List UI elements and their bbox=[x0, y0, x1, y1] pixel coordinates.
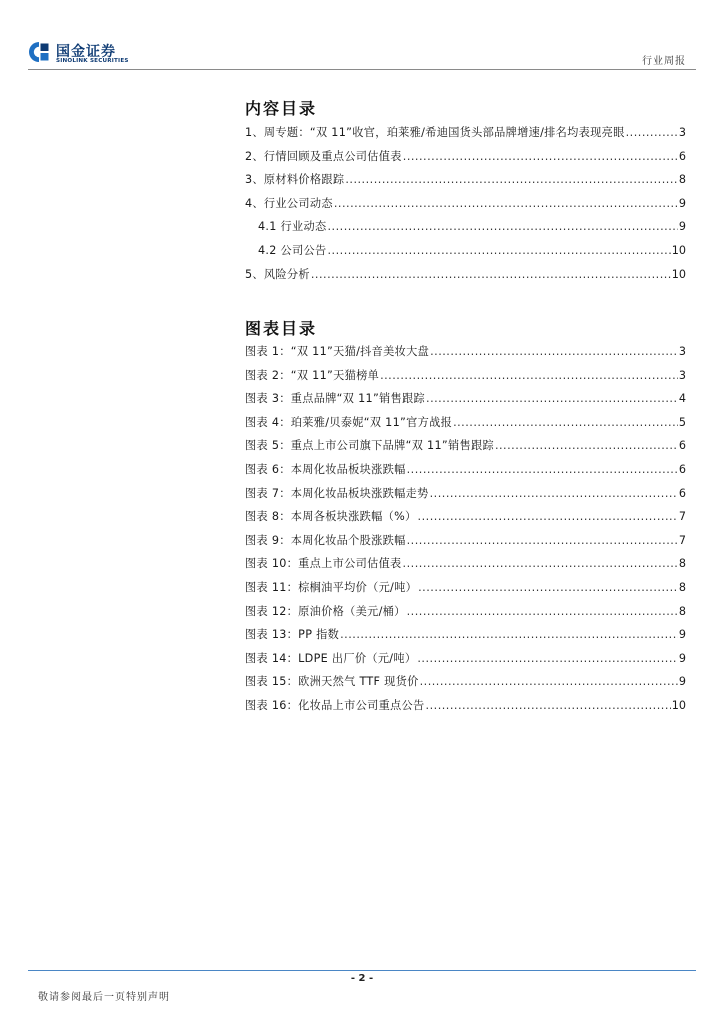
figure-entry-page-number[interactable]: 5 bbox=[678, 415, 686, 429]
dot-leader bbox=[430, 345, 678, 358]
dot-leader bbox=[426, 392, 678, 405]
toc-entry-row[interactable] bbox=[245, 124, 686, 148]
figure-entry-row[interactable] bbox=[245, 437, 686, 461]
figure-entry-row[interactable] bbox=[245, 367, 686, 391]
figures-list bbox=[245, 343, 686, 721]
figure-entry-row[interactable] bbox=[245, 555, 686, 579]
toc-entry-label[interactable]: 4.2 公司公告 bbox=[258, 243, 327, 257]
contents-list bbox=[245, 124, 686, 289]
toc-entry-label[interactable]: 4、行业公司动态 bbox=[245, 196, 333, 210]
toc-entry-page-number[interactable]: 10 bbox=[671, 267, 686, 281]
figure-entry-label[interactable]: 图表 6：本周化妆品板块涨跌幅 bbox=[245, 462, 406, 476]
figure-entry-label[interactable]: 图表 1：“双 11”天猫/抖音美妆大盘 bbox=[245, 345, 430, 358]
toc-entry-row[interactable] bbox=[245, 171, 686, 195]
toc-entry-label[interactable]: 2、行情回顾及重点公司估值表 bbox=[245, 149, 402, 163]
figure-entry-row[interactable] bbox=[245, 532, 686, 556]
toc-entry-label[interactable]: 3、原材料价格跟踪 bbox=[245, 173, 345, 187]
figure-entry-page-number[interactable]: 3 bbox=[678, 368, 686, 382]
dot-leader bbox=[407, 463, 678, 476]
toc-entry-page-number[interactable]: 3 bbox=[678, 126, 686, 139]
figure-entry-page-number[interactable]: 8 bbox=[678, 580, 686, 594]
toc-entry-row[interactable] bbox=[245, 148, 686, 172]
logo-chinese-name: 国金证券 bbox=[56, 44, 116, 60]
toc-entry-row[interactable] bbox=[245, 218, 686, 242]
contents-title: 内容目录 bbox=[245, 99, 318, 118]
figure-entry-row[interactable] bbox=[245, 579, 686, 603]
figure-entry-row[interactable] bbox=[245, 390, 686, 414]
figure-entry-label[interactable]: 图表 10：重点上市公司估值表 bbox=[245, 557, 402, 571]
figure-entry-label[interactable]: 图表 3：重点品牌“双 11”销售跟踪 bbox=[245, 392, 426, 406]
figure-entry-page-number[interactable]: 3 bbox=[678, 345, 686, 358]
figures-section bbox=[245, 316, 686, 721]
dot-leader bbox=[626, 126, 678, 139]
dot-leader bbox=[407, 534, 678, 547]
figure-entry-page-number[interactable]: 7 bbox=[678, 533, 686, 547]
figure-entry-row[interactable] bbox=[245, 461, 686, 485]
figure-entry-row[interactable] bbox=[245, 485, 686, 509]
toc-entry-page-number[interactable]: 8 bbox=[678, 173, 686, 187]
header-divider bbox=[28, 69, 696, 70]
toc-entry-page-number[interactable]: 10 bbox=[671, 243, 686, 257]
figure-entry-row[interactable] bbox=[245, 626, 686, 650]
figure-entry-page-number[interactable]: 9 bbox=[678, 628, 686, 642]
figure-entry-label[interactable]: 图表 13：PP 指数 bbox=[245, 628, 340, 642]
toc-entry-label[interactable]: 4.1 行业动态 bbox=[258, 220, 327, 234]
logo-english-name: SINOLINK SECURITIES bbox=[56, 58, 129, 64]
report-type-label: 行业周报 bbox=[642, 56, 686, 67]
figure-entry-row[interactable] bbox=[245, 414, 686, 438]
figure-entry-label[interactable]: 图表 14：LDPE 出厂价（元/吨） bbox=[245, 651, 417, 665]
figure-entry-label[interactable]: 图表 16：化妆品上市公司重点公告 bbox=[245, 698, 425, 712]
figure-entry-label[interactable]: 图表 5：重点上市公司旗下品牌“双 11”销售跟踪 bbox=[245, 439, 494, 453]
toc-entry-row[interactable] bbox=[245, 195, 686, 219]
dot-leader bbox=[345, 173, 678, 186]
toc-entry-page-number[interactable]: 6 bbox=[678, 149, 686, 163]
dot-leader bbox=[420, 675, 678, 688]
figure-entry-label[interactable]: 图表 2：“双 11”天猫榜单 bbox=[245, 368, 380, 382]
figure-entry-label[interactable]: 图表 8：本周各板块涨跌幅（%） bbox=[245, 510, 417, 524]
figure-entry-page-number[interactable]: 9 bbox=[678, 675, 686, 689]
figures-title: 图表目录 bbox=[245, 319, 318, 338]
dot-leader bbox=[311, 268, 671, 281]
dot-leader bbox=[380, 369, 678, 382]
toc-entry-label[interactable]: 5、风险分析 bbox=[245, 267, 310, 281]
figure-entry-page-number[interactable]: 4 bbox=[678, 392, 686, 406]
dot-leader bbox=[407, 605, 678, 618]
dot-leader bbox=[403, 150, 678, 163]
figure-entry-row[interactable] bbox=[245, 343, 686, 367]
dot-leader bbox=[417, 652, 678, 665]
toc-entry-page-number[interactable]: 9 bbox=[678, 196, 686, 210]
figure-entry-page-number[interactable]: 6 bbox=[678, 439, 686, 453]
dot-leader bbox=[453, 416, 678, 429]
dot-leader bbox=[334, 197, 678, 210]
figure-entry-page-number[interactable]: 10 bbox=[671, 698, 686, 712]
figure-entry-page-number[interactable]: 8 bbox=[678, 557, 686, 571]
figure-entry-row[interactable] bbox=[245, 508, 686, 532]
figure-entry-page-number[interactable]: 7 bbox=[678, 510, 686, 524]
figure-entry-label[interactable]: 图表 12：原油价格（美元/桶） bbox=[245, 604, 406, 618]
sinolink-logo-icon bbox=[28, 40, 50, 64]
dot-leader bbox=[340, 628, 678, 641]
figure-entry-row[interactable] bbox=[245, 697, 686, 721]
company-logo bbox=[28, 40, 148, 70]
figure-entry-label[interactable]: 图表 4：珀莱雅/贝泰妮“双 11”官方战报 bbox=[245, 415, 453, 429]
disclaimer-text: 敬请参阅最后一页特别声明 bbox=[38, 992, 170, 1003]
dot-leader bbox=[418, 510, 678, 523]
toc-entry-row[interactable] bbox=[245, 266, 686, 290]
dot-leader bbox=[403, 557, 678, 570]
figure-entry-page-number[interactable]: 6 bbox=[678, 486, 686, 500]
dot-leader bbox=[430, 487, 678, 500]
dot-leader bbox=[426, 699, 671, 712]
figure-entry-label[interactable]: 图表 9：本周化妆品个股涨跌幅 bbox=[245, 533, 406, 547]
figure-entry-label[interactable]: 图表 15：欧洲天然气 TTF 现货价 bbox=[245, 675, 419, 689]
toc-entry-label[interactable]: 1、周专题：“双 11”收官，珀莱雅/希迪国货头部品牌增速/排名均表现亮眼 bbox=[245, 126, 625, 139]
figure-entry-page-number[interactable]: 8 bbox=[678, 604, 686, 618]
toc-entry-page-number[interactable]: 9 bbox=[678, 220, 686, 234]
dot-leader bbox=[495, 439, 678, 452]
figure-entry-page-number[interactable]: 6 bbox=[678, 462, 686, 476]
figure-entry-row[interactable] bbox=[245, 673, 686, 697]
footer-divider bbox=[28, 970, 696, 971]
dot-leader bbox=[328, 220, 678, 233]
page-header bbox=[0, 0, 724, 70]
page-number: - 2 - bbox=[350, 973, 374, 984]
figure-entry-row[interactable] bbox=[245, 650, 686, 674]
toc-entry-row[interactable] bbox=[245, 242, 686, 266]
contents-section bbox=[245, 96, 686, 289]
dot-leader bbox=[418, 581, 678, 594]
dot-leader bbox=[328, 244, 671, 257]
figure-entry-row[interactable] bbox=[245, 603, 686, 627]
figure-entry-label[interactable]: 图表 7：本周化妆品板块涨跌幅走势 bbox=[245, 486, 429, 500]
figure-entry-page-number[interactable]: 9 bbox=[678, 651, 686, 665]
figure-entry-label[interactable]: 图表 11：棕榈油平均价（元/吨） bbox=[245, 580, 418, 594]
